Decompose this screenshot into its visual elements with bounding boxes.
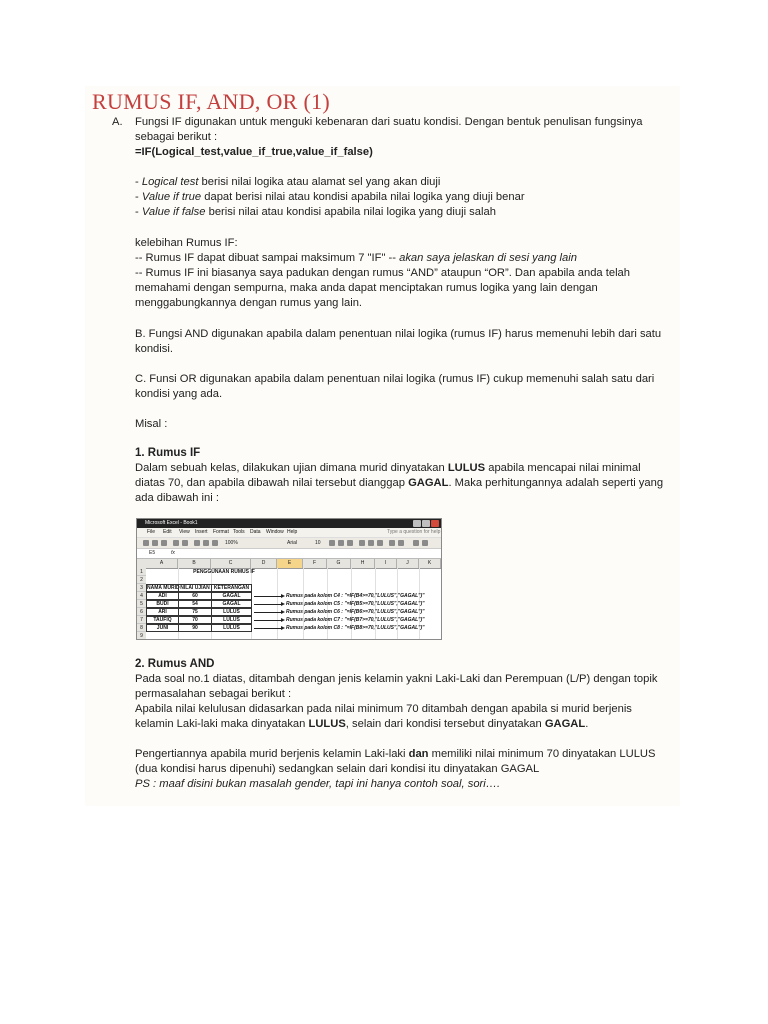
menu-data: Data [250,529,261,535]
col-header-a: A [146,559,178,568]
if-syntax: =IF(Logical_test,value_if_true,value_if_false) [135,146,373,158]
rumus-if-line-2: diatas 70, dan apabila dibawah nilai tersebut dianggap GAGAL. Maka perhitungannya adalah seperti yang [135,477,664,489]
param-value-if-true: - Value if true dapat berisi nilai atau kondisi apabila nilai logika yang diuji benar [135,191,525,203]
menu-format: Format [213,529,229,535]
rumus-if-line-1: Dalam sebuah kelas, dilakukan ujian dimana murid dinyatakan LULUS apabila mencapai nilai minimal [135,462,641,474]
rumus-and-line-4: kelamin Laki-laki maka dinyatakan LULUS, selain dari kondisi tersebut dinyatakan GAGAL. [135,718,589,730]
table-cell: LULUS [211,616,252,624]
intro-line-1: Fungsi IF digunakan untuk menguki kebenaran dari suatu kondisi. Dengan bentuk penulisan fungsinya [135,116,643,128]
rumus-if-heading: 1. Rumus IF [135,447,201,459]
currency-icon [389,540,395,546]
col-header-k: K [419,559,441,568]
row-header-4: 4 [137,592,146,600]
arrow-icon [254,612,282,613]
kelebihan-point-2-end: menggabungkannya dengan rumus yang lain. [135,297,363,309]
sheet-header-nilai: NILAI UJIAN [178,584,212,592]
formula-note: Rumus pada kolom C5 : "=IF(B5>=70,"LULUS","GAGAL")" [286,601,425,607]
copy-icon [203,540,209,546]
col-header-d: D [251,559,277,568]
underline-icon [347,540,353,546]
row-header-1: 1 [137,568,146,576]
menu-view: View [179,529,190,535]
table-cell: GAGAL [211,592,252,600]
rumus-and-line-6: (dua kondisi harus dipenuhi) sedangkan selain dari kondisi itu dinyatakan GAGAL [135,763,540,775]
arrow-icon [254,604,282,605]
menu-insert: Insert [195,529,208,535]
rumus-and-line-2: permasalahan sebagai berikut : [135,688,292,700]
col-header-b: B [178,559,211,568]
formula-note: Rumus pada kolom C7 : "=IF(B7>=70,"LULUS","GAGAL")" [286,617,425,623]
rumus-and-heading: 2. Rumus AND [135,658,215,670]
part-c-line-1: C. Funsi OR digunakan apabila dalam penentuan nilai logika (rumus IF) cukup memenuhi salah satu dari [135,373,655,385]
table-row: ADI [146,592,179,600]
param-value-if-false: - Value if false berisi nilai atau kondisi apabila nilai logika yang diuji salah [135,206,496,218]
align-left-icon [359,540,365,546]
zoom-box: 100% [225,540,238,546]
rumus-and-line-3: Apabila nilai kelulusan didasarkan pada nilai minimum 70 ditambah dengan apabila si murid berjenis [135,703,632,715]
kelebihan-point-1: -- Rumus IF dapat dibuat sampai maksimum 7 "IF" -- akan saya jelaskan di sesi yang lain [135,252,577,264]
intro-line-2: sebagai berikut : [135,131,218,143]
row-header-2: 2 [137,576,146,584]
excel-title-bar [137,519,441,528]
table-cell: GAGAL [211,600,252,608]
font-name-box: Arial [287,540,298,546]
row-header-3: 3 [137,584,146,592]
print-icon [173,540,179,546]
table-cell: 60 [178,592,212,600]
param-logical-test: - Logical test berisi nilai logika atau alamat sel yang akan diuji [135,176,441,188]
table-cell: 70 [178,616,212,624]
excel-screenshot [136,518,442,640]
excel-menu-bar [137,528,441,538]
row-header-8: 8 [137,624,146,632]
name-box: E5 [149,550,156,556]
table-cell: 90 [178,624,212,632]
part-b-line-2: kondisi. [135,343,173,355]
misal-label: Misal : [135,418,168,430]
fx-icon: fx [171,550,175,556]
kelebihan-point-2-cont: memahami dengan sempurna, maka anda dapat menciptakan rumus logika yang lain dengan [135,282,598,294]
col-header-f: F [303,559,327,568]
menu-edit: Edit [163,529,172,535]
rumus-and-line-5: Pengertiannya apabila murid berjenis kelamin Laki-laki dan memiliki nilai minimum 70 dinyatakan LULUS [135,748,656,760]
new-icon [143,540,149,546]
table-cell: LULUS [211,608,252,616]
open-icon [152,540,158,546]
row-header-9: 9 [137,632,146,640]
sheet-header-keterangan: KETERANGAN [211,584,252,592]
part-c-line-2: kondisi yang ada. [135,388,223,400]
paste-icon [212,540,218,546]
excel-toolbar [137,538,441,549]
arrow-icon [254,628,282,629]
bold-icon [329,540,335,546]
formula-note: Rumus pada kolom C6 : "=IF(B6>=70,"LULUS","GAGAL")" [286,609,425,615]
menu-file: File [147,529,156,535]
list-marker-a: A. [112,116,123,128]
kelebihan-heading: kelebihan Rumus IF: [135,237,238,249]
align-right-icon [377,540,383,546]
sheet-header-nama: NAMA MURID [147,585,180,591]
menu-window: Window [266,529,284,535]
fill-color-icon [422,540,428,546]
document-title: RUMUS IF, AND, OR (1) [92,89,331,114]
formula-note: Rumus pada kolom C4 : "=IF(B4>=70,"LULUS","GAGAL")" [286,593,425,599]
table-cell: 54 [178,600,212,608]
table-row: TAUFIQ [146,616,179,624]
col-header-h: H [351,559,375,568]
borders-icon [413,540,419,546]
font-size-box: 10 [315,540,321,546]
part-b-line-1: B. Fungsi AND digunakan apabila dalam penentuan nilai logika (rumus IF) harus memenuhi lebih dari satu [135,328,662,340]
menu-help: Help [287,529,298,535]
save-icon [161,540,167,546]
align-center-icon [368,540,374,546]
row-header-7: 7 [137,616,146,624]
kelebihan-point-2: -- Rumus IF ini biasanya saya padukan dengan rumus “AND” ataupun “OR”. Dan apabila anda telah [135,267,631,279]
table-row: ARI [146,608,179,616]
formula-note: Rumus pada kolom C8 : "=IF(B8>=70,"LULUS","GAGAL")" [286,625,425,631]
maximize-icon [422,520,430,527]
italic-icon [338,540,344,546]
formula-bar [137,549,441,559]
menu-tools: Tools [233,529,245,535]
table-row: JUNI [146,624,179,632]
table-cell: 75 [178,608,212,616]
minimize-icon [413,520,421,527]
col-header-i: I [375,559,397,568]
row-header-5: 5 [137,600,146,608]
col-header-g: G [327,559,351,568]
row-header-6: 6 [137,608,146,616]
arrow-icon [254,620,282,621]
close-icon [431,520,439,527]
arrow-icon [254,596,282,597]
excel-window-title: Microsoft Excel - Book1 [145,520,198,526]
rumus-if-line-3: ada dibawah ini : [135,492,219,504]
help-search-box: Type a question for help [387,529,441,535]
sheet-table-title: PENGGUNAAN RUMUS IF [193,569,255,575]
col-header-e: E [277,559,303,568]
col-header-j: J [397,559,419,568]
cut-icon [194,540,200,546]
preview-icon [182,540,188,546]
table-cell: LULUS [211,624,252,632]
rumus-and-line-1: Pada soal no.1 diatas, ditambah dengan jenis kelamin yakni Laki-Laki dan Perempuan (L/P) dengan topik [135,673,658,685]
col-header-c: C [211,559,251,568]
table-row: BUDI [146,600,179,608]
ps-note: PS : maaf disini bukan masalah gender, tapi ini hanya contoh soal, sori…. [135,778,501,790]
percent-icon [398,540,404,546]
